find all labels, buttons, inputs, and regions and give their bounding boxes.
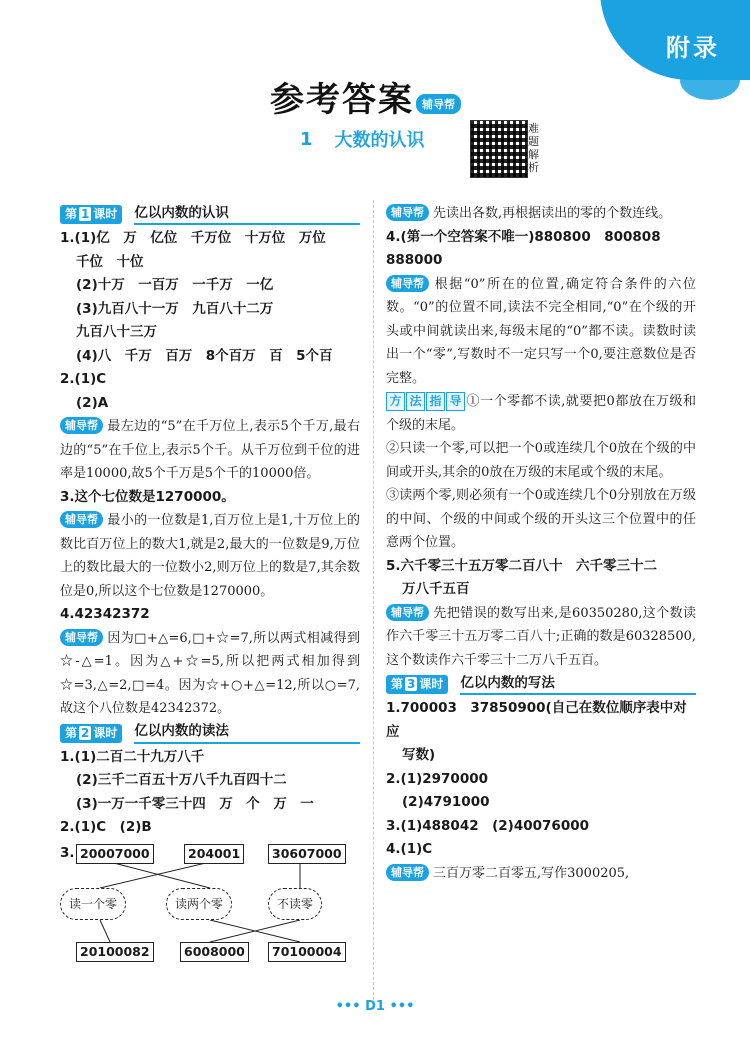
chapter-title: 大数的认识: [334, 130, 425, 151]
method-point: ②只读一个零,可以把一个0或连续几个0放在个级的中间或开头,其余的0放在万级的末尾或个级的末尾。: [386, 441, 696, 480]
answer-line: (4)八 千万 百万 8个百万 百 5个百: [76, 347, 333, 364]
page-footer: [0, 999, 750, 1014]
answer-line: 1.(1)亿 万 亿位 千万位 十万位 万位: [60, 230, 326, 246]
fudaobang-tag: 辅导帮: [386, 604, 429, 621]
lesson-tag: 第 2 课时: [60, 724, 122, 743]
method-guide-label: 方 法 指 导: [386, 390, 466, 414]
lesson-tag: 第 1 课时: [60, 205, 122, 224]
method-point: ③读两个零,则必须有一个0或连续几个0分别放在万级的中间、个级的中间或个级的开头这三个位置中的任意两个位置。: [386, 488, 696, 550]
answer-line: (2)A: [76, 394, 109, 411]
fudaobang-tag: 辅导帮: [386, 275, 429, 292]
answer-line: 3.(1)488042 (2)40076000: [386, 817, 589, 834]
matching-diagram: [60, 842, 360, 962]
lesson-1-header: [60, 204, 360, 225]
fudaobang-tag: 辅导帮: [386, 864, 429, 881]
fudaobang-tag: 辅导帮: [60, 511, 103, 528]
answer-line: 1.700003 37850900(自己在数位顺序表中对应: [386, 700, 687, 740]
number-box: 6008000: [180, 942, 249, 962]
explanation: 辅导帮 三百万零二百零五,写作3000205,: [386, 862, 696, 886]
dot-icon: •••: [389, 999, 415, 1014]
explanation: 辅导帮 因为□+△=6,□+☆=7,所以两式相减得到☆-△=1。因为△+☆=5,所以把两式相加得到☆=3,△=2,□=4。因为☆+○+△=12,所以○=7,故这个八位数是42342372。: [60, 630, 360, 716]
chapter-heading: [300, 126, 425, 152]
right-column: [386, 202, 696, 885]
qr-caption: 难题解析: [528, 122, 539, 174]
answer-line: 写数): [402, 747, 436, 763]
answer-line: 3.这个七位数是1270000。: [60, 488, 235, 505]
page-number: D1: [365, 999, 385, 1014]
answer-line: 万八千五百: [402, 581, 470, 597]
lesson-title: 亿以内数的认识: [134, 204, 360, 225]
answer-line: (2)4791000: [402, 794, 490, 810]
answer-line: 2.(1)C (2)B: [60, 819, 152, 835]
explanation: 辅导帮 最小的一位数是1,百万位上是1,十万位上的数比百万位上的数大1,就是2,最大的一位数是9,万位上的数比最大的一位数小2,则万位上的数是7,其余数位是0,所以这个七位数是1270000。: [60, 513, 360, 599]
answer-line: (2)三千二百五十万八千九百四十二: [76, 772, 287, 788]
page-title: 参考答案: [270, 80, 414, 120]
lesson-2-header: [60, 723, 360, 744]
answer-line: 2.(1)2970000: [386, 770, 489, 787]
question-number: 3.: [60, 844, 75, 861]
answer-line: 2.(1)C: [60, 371, 107, 387]
lesson-title: 亿以内数的读法: [134, 723, 360, 744]
answer-line: (2)十万 一百万 一千万 一亿: [76, 277, 274, 293]
fudaobang-badge: 辅导帮: [416, 94, 461, 114]
qr-code-icon[interactable]: [470, 120, 528, 178]
answer-line: 九百八十三万: [76, 324, 157, 340]
lesson-title: 亿以内数的写法: [460, 674, 696, 695]
number-box: 70100004: [268, 942, 346, 962]
answer-line: 888000: [386, 252, 443, 268]
answer-line: 5.六千零三十五万零二百八十 六千零三十二: [386, 557, 658, 574]
reading-cloud: 读两个零: [166, 888, 232, 920]
dot-icon: •••: [335, 999, 361, 1014]
number-box: 204001: [184, 844, 244, 864]
match-line: [100, 920, 110, 942]
number-box: 20100082: [76, 942, 154, 962]
lesson-tag: 第 3 课时: [386, 675, 448, 694]
explanation: 辅导帮 最左边的“5”在千万位上,表示5个千万,最右边的“5”在千位上,表示5个千。从千万位到千位的进率是10000,故5个千万是5个千的10000倍。: [60, 419, 360, 481]
answer-line: 4.(1)C: [386, 841, 433, 857]
reading-cloud: 读一个零: [60, 888, 126, 920]
number-box: 30607000: [268, 844, 346, 864]
reading-cloud: 不读零: [268, 888, 322, 920]
chapter-number: 1: [300, 128, 313, 150]
explanation: 辅导帮 先把错误的数写出来,是60350280,这个数读作六千零三十五万零二百八十;正确的数是60328500,这个数读作六千零三十二万八千五百。: [386, 605, 696, 668]
explanation: 辅导帮 先读出各数,再根据读出的零的个数连线。: [386, 202, 696, 226]
method-guide: 方 法 指 导 ①一个零都不读,就要把0都放在万级和个级的末尾。: [386, 390, 696, 437]
answer-line: 1.(1)二百二十九万八千: [60, 748, 205, 765]
column-divider: [373, 200, 374, 1000]
answer-line: 4.42342372: [60, 606, 150, 622]
fudaobang-tag: 辅导帮: [60, 417, 103, 434]
fudaobang-tag: 辅导帮: [60, 629, 103, 646]
answer-line: (3)一万一千零三十四 万 个 万 一: [76, 795, 314, 812]
answer-line: 4.(第一个空答案不唯一)880800 800808: [386, 228, 661, 245]
number-box: 20007000: [76, 844, 154, 864]
appendix-splash-decoration: [680, 60, 740, 100]
title-block: [270, 72, 461, 121]
appendix-label: 附录: [666, 34, 720, 62]
explanation: 辅导帮 根据“0”所在的位置,确定符合条件的六位数。“0”的位置不同,读法不完全相同,“0”在个级的开头或中间就读出来,每级末尾的“0”都不读。读数时读出一个“零”,写数时不一定只写一个0,要注意数位是否完整。: [386, 276, 696, 386]
lesson-3-header: [386, 674, 696, 695]
answer-line: (3)九百八十一万 九百八十二万: [76, 300, 274, 317]
left-column: [60, 202, 360, 962]
answer-line: 千位 十位: [76, 253, 144, 270]
fudaobang-tag: 辅导帮: [386, 204, 429, 221]
